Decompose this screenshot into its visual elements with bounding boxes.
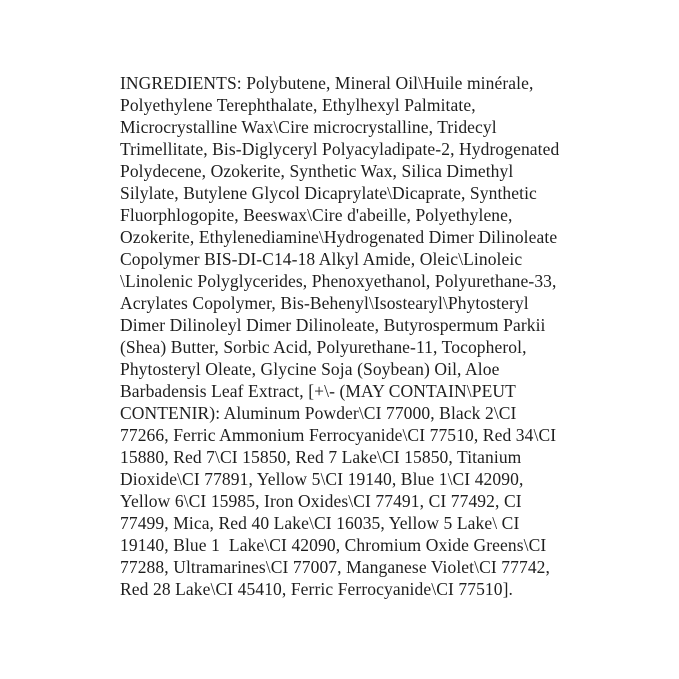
ingredients-line: Phytosteryl Oleate, Glycine Soja (Soybean) Oil, Aloe: [120, 359, 500, 379]
ingredients-line: 77266, Ferric Ammonium Ferrocyanide\CI 77510, Red 34\CI: [120, 425, 557, 445]
ingredients-line: 19140, Blue 1 Lake\CI 42090, Chromium Oxide Greens\CI: [120, 535, 547, 555]
ingredients-line: Trimellitate, Bis-Diglyceryl Polyacyladipate-2, Hydrogenated: [120, 139, 560, 159]
ingredients-line: Fluorphlogopite, Beeswax\Cire d'abeille, Polyethylene,: [120, 205, 513, 225]
ingredients-line: \Linolenic Polyglycerides, Phenoxyethanol, Polyurethane-33,: [120, 271, 557, 291]
ingredients-line: (Shea) Butter, Sorbic Acid, Polyurethane-11, Tocopherol,: [120, 337, 527, 357]
ingredients-line: Red 28 Lake\CI 45410, Ferric Ferrocyanide\CI 77510].: [120, 579, 514, 599]
ingredients-line: Ozokerite, Ethylenediamine\Hydrogenated Dimer Dilinoleate: [120, 227, 558, 247]
ingredients-line: 77499, Mica, Red 40 Lake\CI 16035, Yellow 5 Lake\ CI: [120, 513, 520, 533]
ingredients-line: Acrylates Copolymer, Bis-Behenyl\Isostearyl\Phytosteryl: [120, 293, 529, 313]
ingredients-line: Yellow 6\CI 15985, Iron Oxides\CI 77491, CI 77492, CI: [120, 491, 522, 511]
ingredients-text-block: [120, 72, 590, 600]
ingredients-line: Microcrystalline Wax\Cire microcrystalline, Tridecyl: [120, 117, 497, 137]
ingredients-line: Copolymer BIS-DI-C14-18 Alkyl Amide, Oleic\Linoleic: [120, 249, 523, 269]
ingredients-line: Dimer Dilinoleyl Dimer Dilinoleate, Butyrospermum Parkii: [120, 315, 546, 335]
ingredients-line: 15880, Red 7\CI 15850, Red 7 Lake\CI 15850, Titanium: [120, 447, 522, 467]
ingredients-line: 77288, Ultramarines\CI 77007, Manganese Violet\CI 77742,: [120, 557, 550, 577]
ingredients-line: Barbadensis Leaf Extract, [+\- (MAY CONTAIN\PEUT: [120, 381, 516, 401]
ingredients-line: Polydecene, Ozokerite, Synthetic Wax, Silica Dimethyl: [120, 161, 514, 181]
ingredients-line: CONTENIR): Aluminum Powder\CI 77000, Black 2\CI: [120, 403, 517, 423]
ingredients-line: Dioxide\CI 77891, Yellow 5\CI 19140, Blue 1\CI 42090,: [120, 469, 524, 489]
ingredients-line: INGREDIENTS: Polybutene, Mineral Oil\Huile minérale,: [120, 73, 534, 93]
ingredients-line: Polyethylene Terephthalate, Ethylhexyl Palmitate,: [120, 95, 476, 115]
ingredients-line: Silylate, Butylene Glycol Dicaprylate\Dicaprate, Synthetic: [120, 183, 537, 203]
